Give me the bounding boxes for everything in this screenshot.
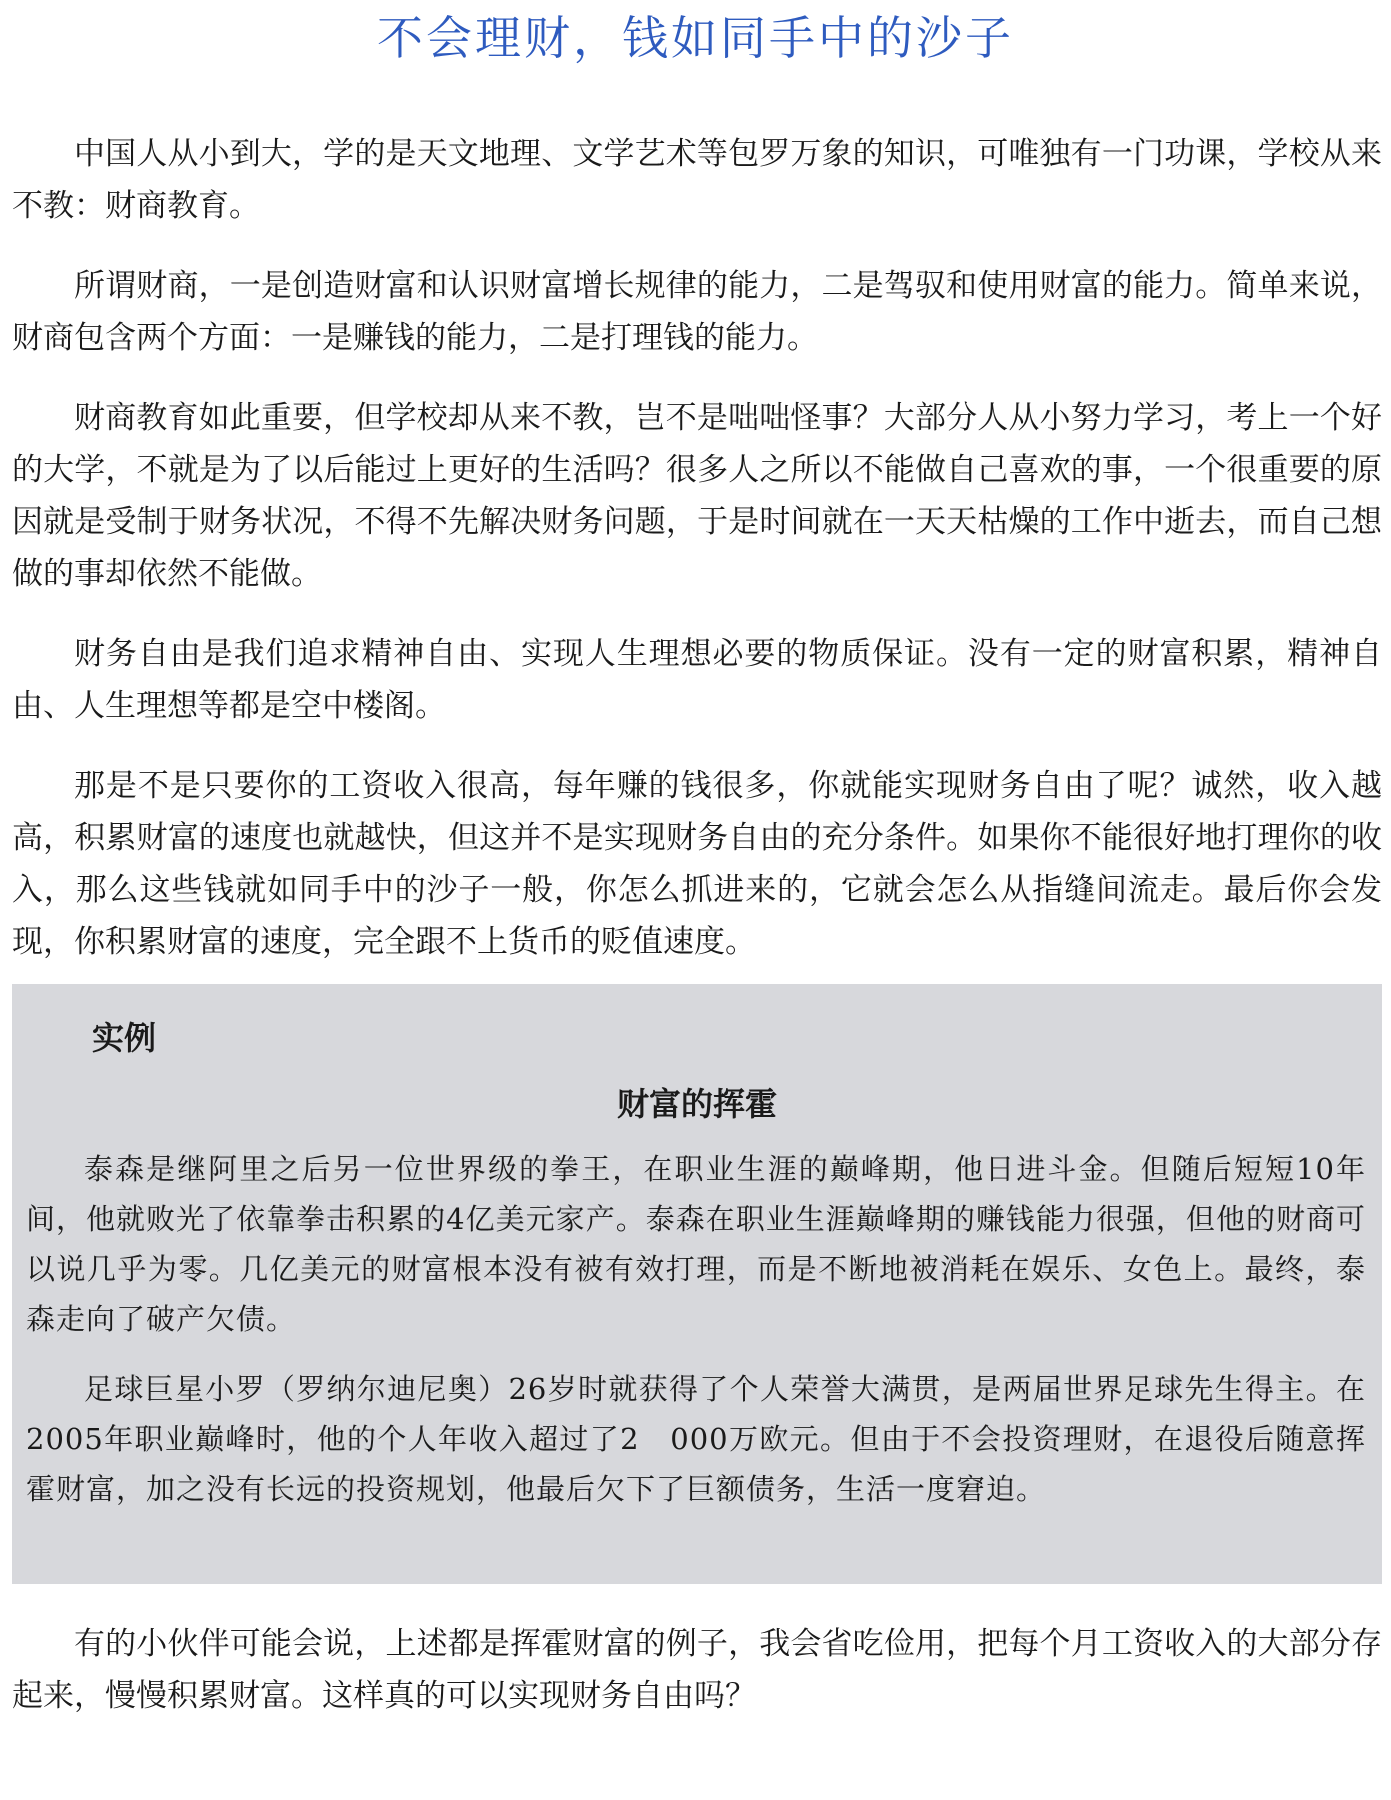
- paragraph-6: 有的小伙伴可能会说，上述都是挥霍财富的例子，我会省吃俭用，把每个月工资收入的大部分存起来，慢慢积累财富。这样真的可以实现财务自由吗？: [12, 1626, 1382, 1714]
- example-paragraph-1: 泰森是继阿里之后另一位世界级的拳王，在职业生涯的巅峰期，他日进斗金。但随后短短10年间，他就败光了依靠拳击积累的4亿美元家产。泰森在职业生涯巅峰期的赚钱能力很强，但他的财商可以说几乎为零。几亿美元的财富根本没有被有效打理，而是不断地被消耗在娱乐、女色上。最终，泰森走向了破产欠债。: [26, 1152, 1366, 1336]
- example-paragraph-2: 足球巨星小罗（罗纳尔迪尼奥）26岁时就获得了个人荣誉大满贯，是两届世界足球先生得主。在2005年职业巅峰时，他的个人年收入超过了2 000万欧元。但由于不会投资理财，在退役后随意挥霍财富，加之没有长远的投资规划，他最后欠下了巨额债务，生活一度窘迫。: [26, 1372, 1366, 1506]
- paragraph-3: 财商教育如此重要，但学校却从来不教，岂不是咄咄怪事？大部分人从小努力学习，考上一个好的大学，不就是为了以后能过上更好的生活吗？很多人之所以不能做自己喜欢的事，一个很重要的原因就是受制于财务状况，不得不先解决财务问题，于是时间就在一天天枯燥的工作中逝去，而自己想做的事却依然不能做。: [12, 400, 1382, 592]
- example-label: 实例: [92, 1019, 157, 1057]
- example-title: 财富的挥霍: [616, 1085, 777, 1123]
- page-title: 不会理财，钱如同手中的沙子: [377, 11, 1014, 65]
- example-box: [12, 984, 1382, 1584]
- paragraph-4: 财务自由是我们追求精神自由、实现人生理想必要的物质保证。没有一定的财富积累，精神自由、人生理想等都是空中楼阁。: [12, 636, 1382, 724]
- paragraph-2: 所谓财商，一是创造财富和认识财富增长规律的能力，二是驾驭和使用财富的能力。简单来说，财商包含两个方面：一是赚钱的能力，二是打理钱的能力。: [12, 268, 1382, 356]
- paragraph-5: 那是不是只要你的工资收入很高，每年赚的钱很多，你就能实现财务自由了呢？诚然，收入越高，积累财富的速度也就越快，但这并不是实现财务自由的充分条件。如果你不能很好地打理你的收入，那么这些钱就如同手中的沙子一般，你怎么抓进来的，它就会怎么从指缝间流走。最后你会发现，你积累财富的速度，完全跟不上货币的贬值速度。: [12, 768, 1382, 960]
- paragraph-1: 中国人从小到大，学的是天文地理、文学艺术等包罗万象的知识，可唯独有一门功课，学校从来不教：财商教育。: [12, 136, 1382, 224]
